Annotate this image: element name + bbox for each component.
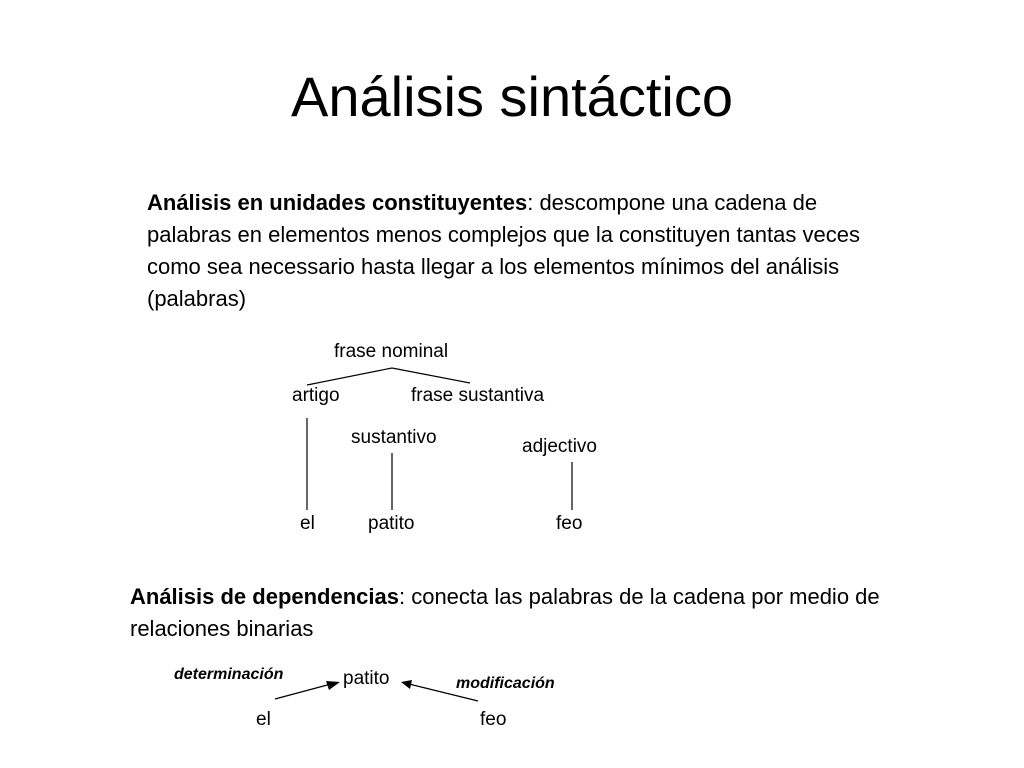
relation-label-modificacion: modificación	[456, 675, 555, 692]
tree-node-root: frase nominal	[334, 341, 449, 362]
dependencies-paragraph	[130, 581, 930, 645]
tree-leaf-el: el	[300, 513, 315, 534]
relation-label-determinacion: determinación	[174, 666, 284, 683]
tree-leaf-feo: feo	[556, 513, 583, 534]
tree-node-frase-sustantiva: frase sustantiva	[411, 385, 545, 406]
dependency-arc-determinacion	[275, 684, 331, 699]
dependency-word-el: el	[256, 709, 271, 730]
dependencies-definition: : conecta las palabras de la cadena por medio de relaciones binarias	[130, 584, 880, 641]
edge-root-artigo	[307, 368, 392, 385]
constituents-definition: : descompone una cadena de palabras en elementos menos complejos que la constituyen tantas veces como sea necessario hasta llegar a los elementos mínimos del análisis (palabras)	[147, 190, 860, 311]
arrowhead-modificacion	[401, 680, 412, 689]
arrowhead-determinacion	[326, 681, 340, 690]
edge-root-frase-sustantiva	[392, 368, 470, 383]
tree-node-sustantivo: sustantivo	[351, 427, 437, 448]
constituents-term: Análisis en unidades constituyentes	[147, 190, 528, 215]
dependencies-term: Análisis de dependencias	[130, 584, 399, 609]
dependency-head-patito: patito	[343, 668, 390, 689]
tree-leaf-patito: patito	[368, 513, 415, 534]
dependency-word-feo: feo	[480, 709, 507, 730]
slide-title: Análisis sintáctico	[291, 65, 733, 128]
tree-node-adjectivo: adjectivo	[522, 436, 597, 457]
tree-node-artigo: artigo	[292, 385, 340, 406]
